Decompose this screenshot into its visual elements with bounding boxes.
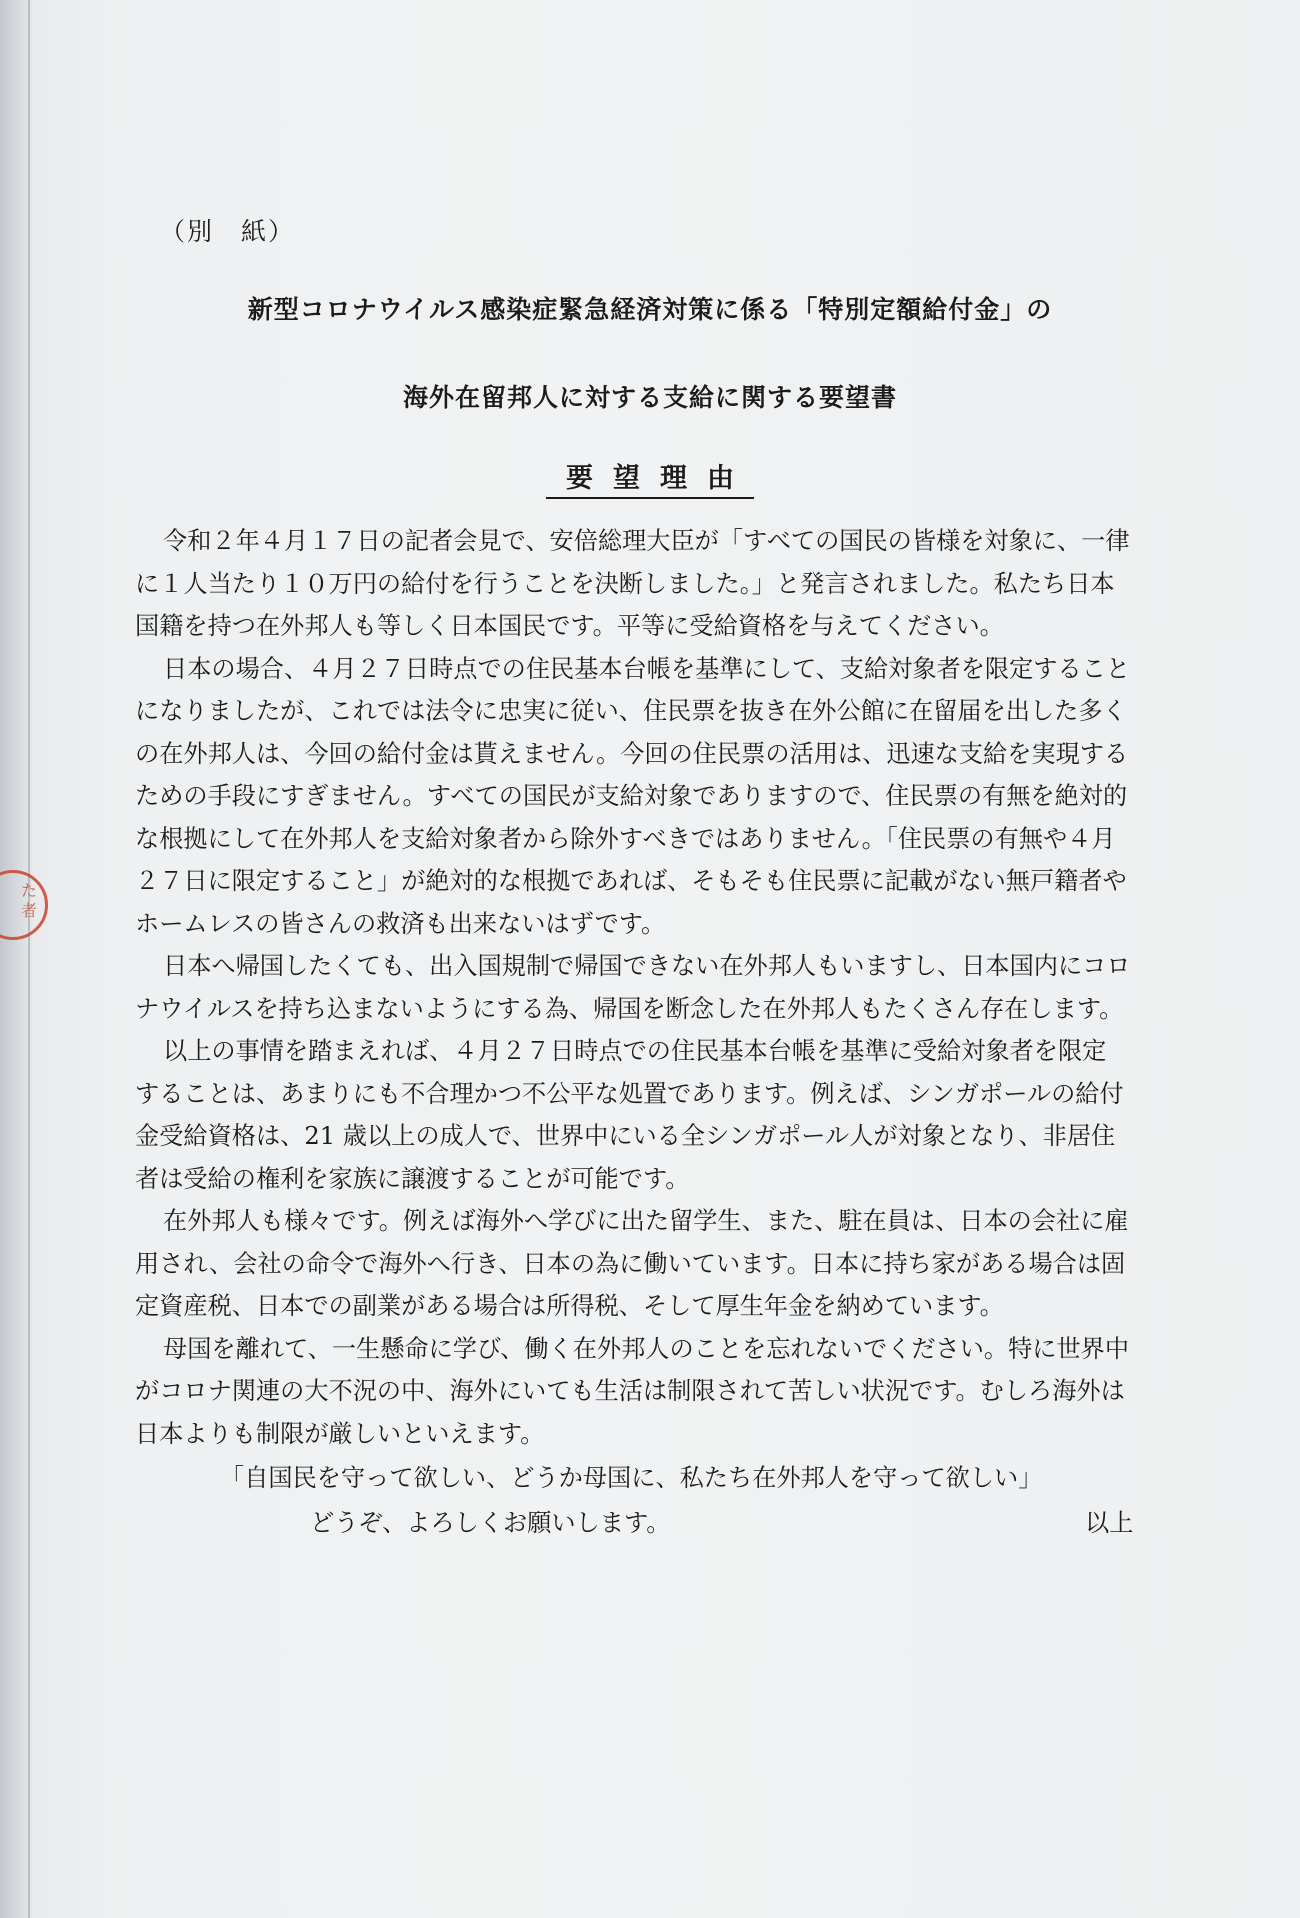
red-seal-stamp: た 者: [0, 870, 48, 940]
body-line: 金受給資格は、21 歳以上の成人で、世界中にいる全シンガポール人が対象となり、非居住: [135, 1122, 1116, 1150]
annex-label: （別 紙）: [160, 217, 296, 246]
body-line: 定資産税、日本での副業がある場合は所得税、そして厚生年金を納めています。: [135, 1292, 1004, 1320]
body-line: な根拠にして在外邦人を支給対象者から除外すべきではありません。「住民票の有無や４月: [135, 824, 1116, 853]
body-line: 令和２年４月１７日の記者会見で、安倍総理大臣が「すべての国民の皆様を対象に、一律: [163, 527, 1130, 555]
body-line: 日本の場合、４月２７日時点での住民基本台帳を基準にして、支給対象者を限定すること: [163, 654, 1131, 683]
body-line: 日本へ帰国したくても、出入国規制で帰国できない在外邦人もいますし、日本国内にコロ: [163, 952, 1131, 980]
body-line: がコロナ関連の大不況の中、海外にいても生活は制限されて苦しい状況です。むしろ海外は: [135, 1377, 1125, 1405]
document-title-line2: 海外在留邦人に対する支給に関する要望書: [402, 383, 897, 412]
body-line: 用され、会社の命令で海外へ行き、日本の為に働いています。日本に持ち家がある場合は固: [135, 1249, 1126, 1278]
body-line: 母国を離れて、一生懸命に学び、働く在外邦人のことを忘れないでください。特に世界中: [163, 1334, 1130, 1363]
body-line: することは、あまりにも不合理かつ不公平な処置であります。例えば、シンガポールの給付: [135, 1079, 1124, 1108]
body-line: ２７日に限定すること」が絶対的な根拠であれば、そもそも住民票に記載がない無戸籍者や: [135, 867, 1127, 895]
body-line: ホームレスの皆さんの救済も出来ないはずです。: [135, 909, 666, 938]
body-line: 国籍を持つ在外邦人も等しく日本国民です。平等に受給資格を与えてください。: [135, 612, 1004, 640]
closing-request: どうぞ、よろしくお願いします。: [310, 1509, 671, 1537]
body-line: 在外邦人も様々です。例えば海外へ学びに出た留学生、また、駐在員は、日本の会社に雇: [163, 1207, 1129, 1235]
closing-quote: 「自国民を守って欲しい、どうか母国に、私たち在外邦人を守って欲しい」: [220, 1464, 1043, 1492]
section-heading: [0, 456, 1300, 499]
body-line: ための手段にすぎません。すべての国民が支給対象でありますので、住民票の有無を絶対的: [135, 782, 1128, 810]
end-mark: 以上: [1085, 1509, 1134, 1537]
body-line: 者は受給の権利を家族に譲渡することが可能です。: [135, 1164, 690, 1193]
body-line: の在外邦人は、今回の給付金は貰えません。今回の住民票の活用は、迅速な支給を実現する: [135, 739, 1129, 768]
body-line: に１人当たり１０万円の給付を行うことを決断しました。」と発言されました。私たち日本: [135, 569, 1115, 598]
document-title-line1: 新型コロナウイルス感染症緊急経済対策に係る「特別定額給付金」の: [247, 295, 1053, 324]
body-line: になりましたが、これでは法令に忠実に従い、住民票を抜き在外公館に在留届を出した多く: [135, 697, 1127, 725]
body-line: ナウイルスを持ち込まないようにする為、帰国を断念した在外邦人もたくさん存在します。: [135, 994, 1124, 1023]
body-line: 以上の事情を踏まえれば、４月２７日時点での住民基本台帳を基準に受給対象者を限定: [163, 1037, 1107, 1065]
section-heading-text: 要望理由: [546, 456, 754, 499]
body-text: [135, 520, 1145, 1455]
body-line: 日本よりも制限が厳しいといえます。: [135, 1419, 545, 1448]
